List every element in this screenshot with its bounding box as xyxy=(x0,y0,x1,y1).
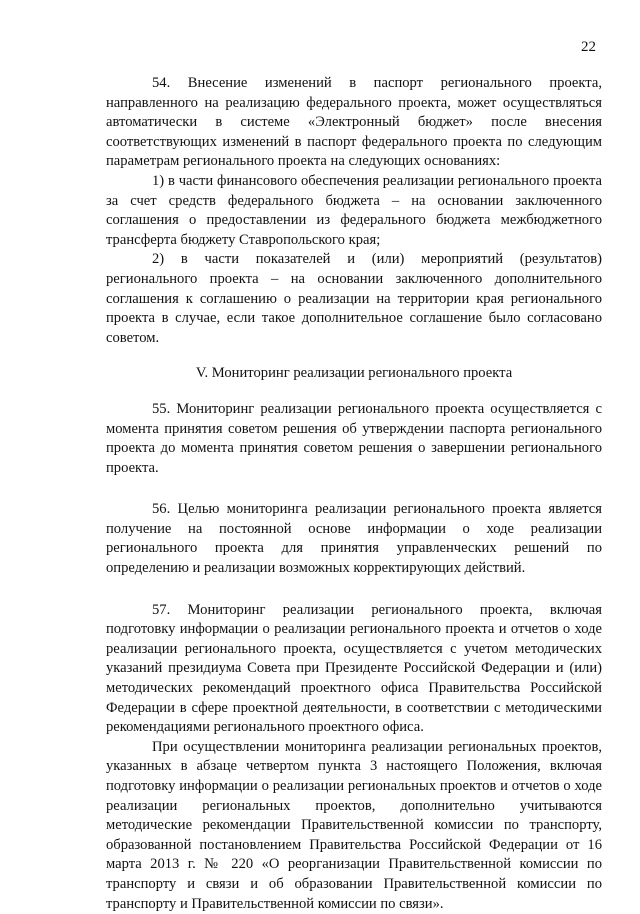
paragraph-54-item-2: 2) в части показателей и (или) мероприятий (результатов) регионального проекта – на основании заключенного дополнительного соглашения к соглашению о реализации на территории края регионального проекта в случае, если такое дополнительное соглашение было согласовано советом. xyxy=(106,251,602,346)
document-body xyxy=(106,74,602,914)
paragraph-56: 56. Целью мониторинга реализации регионального проекта является получение на постоянной основе информации о ходе реализации регионального проекта для принятия управленческих решений по определению и реализации возможных корректирующих действий. xyxy=(106,501,602,577)
paragraph-54: 54. Внесение изменений в паспорт регионального проекта, направленного на реализацию федерального проекта, может осуществляться автоматически в системе «Электронный бюджет» после внесения соответствующих изменений в паспорт федерального проекта по следующим параметрам регионального проекта на следующих основаниях: xyxy=(106,75,602,170)
paragraph-54-item-1: 1) в части финансового обеспечения реализации регионального проекта за счет средств федерального бюджета – на основании заключенного соглашения о предоставлении из федерального бюджета межбюджетного трансферта бюджету Ставропольского края; xyxy=(106,172,602,248)
section-heading: V. Мониторинг реализации регионального проекта xyxy=(195,365,513,382)
paragraph-57: 57. Мониторинг реализации регионального проекта, включая подготовку информации о реализации регионального проекта и отчетов о ходе реализации регионального проекта, осуществляется с учетом методических указаний президиума Совета при Президенте Российской Федерации и (или) методических рекомендаций проектного офиса Правительства Российской Федерации в сфере проектной деятельности, в соответствии с методическими рекомендациями регионального проектного офиса. xyxy=(106,601,602,736)
page-number: 22 xyxy=(581,39,596,55)
paragraph-57-continuation: При осуществлении мониторинга реализации региональных проектов, указанных в абзаце четвертом пункта 3 настоящего Положения, включая подготовку информации о реализации региональных проектов и отчетов о ходе реализации региональных проектов, дополнительно учитываются методические рекомендации Правительственной комиссии по транспорту, образованной постановлением Правительства Российской Федерации от 16 марта 2013 г. № 220 «О реорганизации Правительственной комиссии по транспорту и связи и об образовании Правительственной комиссии по транспорту и Правительственной комиссии по связи». xyxy=(106,738,602,912)
paragraph-55: 55. Мониторинг реализации регионального проекта осуществляется с момента принятия советом решения об утверждении паспорта регионального проекта до момента принятия советом решения о завершении регионального проекта. xyxy=(106,400,602,476)
